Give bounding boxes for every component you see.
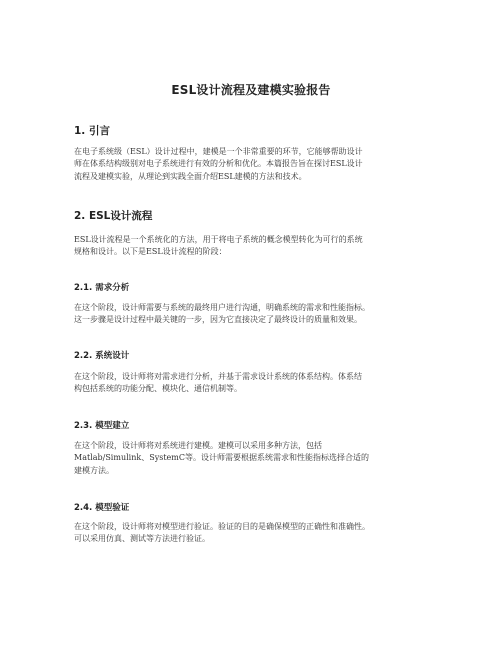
paragraph-line: 在这个阶段，设计师将对需求进行分析，并基于需求设计系统的体系结构。体系结 bbox=[74, 372, 362, 381]
paragraph-line: 在这个阶段，设计师将对系统进行建模。建模可以采用多种方法，包括 bbox=[74, 441, 322, 450]
paragraph-line: 规格和设计。以下是ESL设计流程的阶段： bbox=[74, 247, 227, 257]
paragraph-line: 这一步骤是设计过程中最关键的一步，因为它直接决定了最终设计的质量和效果。 bbox=[74, 315, 362, 325]
paragraph-line: 建模方法。 bbox=[74, 465, 114, 475]
paragraph-line: 在这个阶段，设计师将对模型进行验证。验证的目的是确保模型的正确性和准确性。 bbox=[74, 522, 370, 531]
paragraph-line: 构包括系统的功能分配、模块化、通信机制等。 bbox=[74, 384, 242, 394]
section-heading-intro: 1. 引言 bbox=[74, 125, 110, 137]
document-title: ESL设计流程及建模实验报告 bbox=[171, 83, 331, 97]
subsection-heading-requirements: 2.1. 需求分析 bbox=[74, 283, 130, 293]
section-heading-flow: 2. ESL设计流程 bbox=[74, 210, 153, 222]
paragraph-line: 流程及建模实验，从理论到实践全面介绍ESL建模的方法和技术。 bbox=[74, 171, 307, 181]
paragraph-flow bbox=[74, 234, 434, 259]
paragraph-intro bbox=[74, 146, 434, 183]
paragraph-system-design bbox=[74, 371, 434, 396]
paragraph-line: 师在体系结构级别对电子系统进行有效的分析和优化。本篇报告旨在探讨ESL设计 bbox=[74, 159, 363, 169]
subsection-heading-system-design: 2.2. 系统设计 bbox=[74, 351, 130, 361]
paragraph-verification bbox=[74, 521, 434, 546]
paragraph-line: ESL设计流程是一个系统化的方法，用于将电子系统的概念模型转化为可行的系统 bbox=[74, 235, 363, 244]
paragraph-line: Matlab/Simulink、SystemC等。设计师需要根据系统需求和性能指标选择合适的 bbox=[74, 453, 369, 463]
subsection-heading-modeling: 2.3. 模型建立 bbox=[74, 421, 130, 431]
paragraph-line: 在这个阶段，设计师需要与系统的最终用户进行沟通，明确系统的需求和性能指标。 bbox=[74, 303, 370, 312]
paragraph-modeling bbox=[74, 440, 434, 477]
paragraph-line: 在电子系统级（ESL）设计过程中，建模是一个非常重要的环节，它能够帮助设计 bbox=[74, 147, 363, 156]
paragraph-line: 可以采用仿真、测试等方法进行验证。 bbox=[74, 534, 210, 544]
paragraph-requirements bbox=[74, 302, 434, 327]
subsection-heading-verification: 2.4. 模型验证 bbox=[74, 503, 130, 513]
